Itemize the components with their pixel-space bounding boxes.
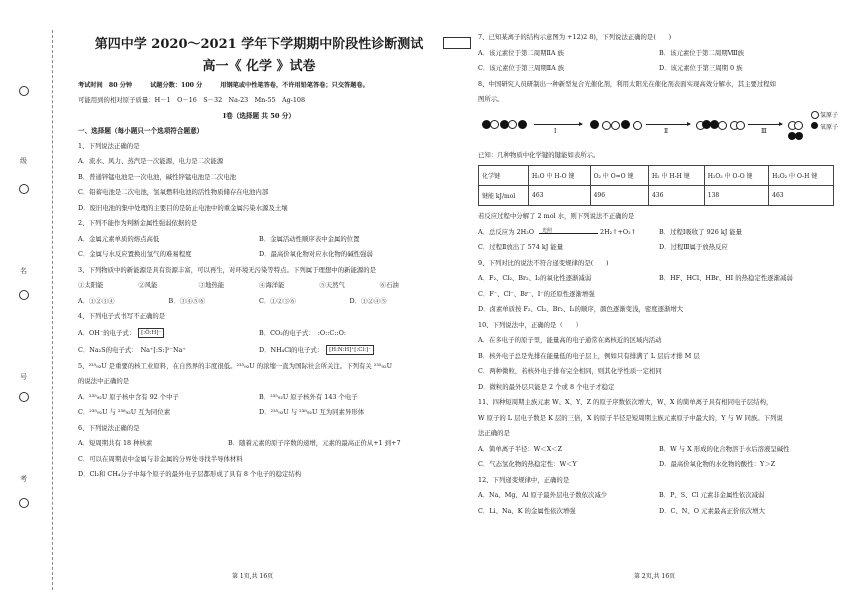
binding-char-1: 级	[20, 157, 27, 165]
question-5-cont: 的说法中正确的是	[78, 377, 130, 385]
exam-time: 考试时间 80 分钟	[78, 82, 133, 89]
bond-energy-table	[478, 165, 834, 206]
q8-options-row	[478, 240, 840, 256]
question-2: 2、下列不能作为判断金属性强弱依据的是	[78, 219, 198, 227]
step-label-2: Ⅱ	[664, 127, 669, 135]
q4-options-row	[78, 325, 440, 342]
step-arrow	[646, 124, 690, 125]
q11-option-c: C．气态氢化物的热稳定性：W＜Y	[478, 460, 577, 468]
q6-option-c: C．可以在周期表中金属与非金属的分界处寻找半导体材料	[78, 454, 243, 463]
page-marker-box	[443, 37, 471, 49]
q10-option-c: C．两种微粒，若核外电子排布完全相同，则其化学性质一定相同	[478, 367, 662, 375]
hydrogen-atom	[633, 121, 642, 130]
q2-option-b: B．金属活动性顺序表中金属的位置	[259, 234, 360, 243]
binding-char-3: 号	[20, 373, 27, 381]
hydrogen-atom	[718, 121, 727, 130]
q7-option-d: D．该元素位于第三周期 0 族	[659, 64, 743, 72]
q4-option-b-label: B．CO₂的电子式：	[259, 328, 315, 337]
q7-option-a: A．该元素位于第二周期ⅡA 族	[478, 48, 564, 57]
step-arrow	[534, 124, 582, 125]
oxygen-atom	[590, 120, 599, 129]
q6-option-a: A．短周期共有 18 种核素	[78, 439, 153, 447]
q11-option-b: B．W 与 X 形成的化合物溶于水后溶液呈碱性	[659, 444, 790, 453]
q9-option-c: C．F⁻、Cl⁻、Br⁻、I⁻的还原性逐渐增强	[478, 289, 595, 298]
q5-options-row	[78, 390, 440, 406]
q8-option-d: D．过程Ⅲ属于放热反应	[659, 243, 728, 251]
q6-option-b: B．随着元素的原子序数的递增，元素的最高正价从+1 到+7	[228, 439, 401, 447]
water-splitting-diagram	[478, 108, 840, 148]
q1-option-d: D．废旧电池的集中处理的主要目的是防止电池中的重金属污染水源及土壤	[78, 203, 288, 212]
q9-option-b: B．HF、HCl、HBr、HI 的热稳定性逐渐减弱	[659, 274, 793, 282]
question-4: 4、下列电子式书写不正确的是	[78, 312, 166, 320]
q4-option-d-formula: [H:N:H]⁺[:Cl:]⁻	[326, 345, 374, 355]
right-page	[478, 30, 840, 519]
question-11-cont: W 原子的 L 层电子数是 K 层的三倍，X 的原子半径是短周期主族元素原子中最大的，Y 与 W 同族。下列说	[478, 413, 783, 422]
q4-option-c	[78, 342, 259, 359]
hydrogen-atom	[490, 120, 499, 129]
exam-score: 试题分数：100 分	[150, 82, 203, 89]
q4-option-c-label: C．Na₂S的电子式：	[78, 345, 138, 354]
binding-char-2: 名	[20, 267, 27, 275]
q12-option-d: D．C、N、O 元素最高正价依次增大	[659, 506, 765, 515]
table-header-cell: H₂O₂ 中 O-H 键	[769, 166, 834, 186]
reaction-condition: 光照	[542, 228, 553, 235]
question-3: 3、下列物质中的新能源是具有资源丰富，可以再生，对环境无污染等特点。下列属于理想中的新能源的是	[78, 265, 377, 274]
q2-option-a: A．金属元素单质的熔点高低	[78, 234, 160, 243]
q5-options-row	[78, 405, 440, 421]
table-row	[479, 186, 834, 206]
binding-line	[52, 30, 53, 590]
table-header-cell: H₂O 中 H-O 键	[529, 166, 591, 186]
table-header-cell: H₂O₂ 中 O-O 键	[704, 166, 768, 186]
table-header-cell: H₂ 中 H-H 键	[648, 166, 704, 186]
q3-options	[78, 294, 440, 310]
oxygen-atom	[795, 132, 803, 140]
step-label-1: Ⅰ	[554, 127, 557, 135]
q1-option-b: B．普通锌锰电池是一次电池，碱性锌锰电池是二次电池	[78, 172, 237, 181]
q3-items	[78, 278, 440, 294]
q8-option-b: B．过程Ⅰ吸收了 926 kJ 能量	[659, 227, 743, 236]
binding-char-4: 考	[20, 475, 27, 483]
bond-table-intro: 已知：几种物质中化学键的键能如表所示。	[478, 150, 600, 159]
q7-options-row	[478, 61, 840, 77]
question-10: 10、下列说法中，正确的是（ ）	[478, 320, 582, 329]
q4-option-a	[78, 325, 259, 342]
hydrogen-atom	[508, 120, 517, 129]
q2-options-row	[78, 232, 440, 248]
q1-option-a: A．流水、风力、蒸汽是一次能源，电力是二次能源	[78, 157, 224, 165]
q11-option-d: D．最高价氧化物的水化物的酸性：Y＞Z	[659, 460, 776, 468]
legend-oxygen-icon	[811, 122, 818, 129]
q4-option-b	[259, 325, 440, 342]
left-page-footer: 第 1页,共 16页	[232, 573, 274, 580]
q12-options-row	[478, 488, 840, 504]
q3-item: ①太阳能	[78, 281, 104, 289]
hydrogen-atom	[736, 121, 745, 130]
q12-option-b: B．P、S、Cl 元素非金属性依次减弱	[659, 491, 765, 499]
question-11-cont: 法正确的是	[478, 429, 510, 437]
q12-option-a: A．Na、Mg、Al 原子最外层电子数依次减少	[478, 491, 608, 499]
atomic-masses: 可能用到的相对原子质量：H－1 O－16 S－32 Na-23 Mn-55 Ag-108	[78, 96, 306, 104]
q7-option-c: C．该元素位于第三周期ⅡA 族	[478, 64, 565, 72]
q3-item: ⑥石油	[379, 281, 399, 289]
q6-options-row	[78, 436, 440, 452]
question-1: 1、下列说法正确的是	[78, 141, 140, 150]
q6-option-d: D．Cl₂和 CH₄分子中每个原子的最外电子层都形成了具有 8 个电子的稳定结构	[78, 470, 302, 478]
q3-option-c: C．①②③⑥	[259, 296, 296, 305]
q5-option-a: A．²³⁵₉₂U 原子核中含有 92 个中子	[78, 392, 179, 401]
legend-hydrogen-icon	[811, 111, 819, 119]
q8-option-a	[478, 225, 659, 241]
legend-oxygen-label: 氧原子	[820, 123, 839, 131]
table-header-cell: O₂ 中 O=O 键	[590, 166, 648, 186]
q11-options-row	[478, 442, 840, 458]
q8-option-c: C．过程Ⅱ放出了 574 kJ 能量	[478, 243, 564, 251]
binding-hole	[19, 498, 29, 508]
exam-info	[78, 78, 440, 93]
q3-option-b: B．③④⑤⑥	[168, 296, 206, 305]
q5-option-b: B．²³⁵₉₂U 原子核外有 143 个电子	[259, 392, 358, 401]
q4-option-c-formula: Na⁺[:S:]²⁻Na⁺	[140, 345, 186, 354]
q11-option-a: A．简单离子半径：W＜X＜Z	[478, 444, 563, 453]
question-9: 9、下列对比的说法不符合递变规律的是( )	[478, 258, 609, 267]
q2-option-d: D．最高价氧化物对应水化物的碱性强弱	[259, 250, 373, 258]
q4-option-b-formula: :O::C::O:	[317, 328, 347, 337]
hydrogen-atom	[611, 121, 620, 130]
q4-option-d-label: D．NH₄Cl的电子式：	[259, 345, 324, 354]
oxygen-atom	[621, 120, 630, 129]
table-cell: 键能 kJ/mol	[479, 186, 529, 206]
q1-option-c: C．铅蓄电池是二次电池，氢氧燃料电池的活性物质储存在电池内部	[78, 188, 269, 196]
q3-option-a: A．①②③④	[78, 296, 115, 305]
exam-subtitle: 高一《 化学 》试卷	[202, 59, 316, 74]
right-page-footer: 第 2页,共 16页	[634, 573, 676, 580]
q8-option-a-rhs: 2H₂↑+O₂↑	[600, 227, 637, 236]
q9-option-a: A．F₂、Cl₂、Br₂、I₂的氧化性逐渐减弱	[478, 274, 592, 282]
table-cell: 436	[648, 186, 704, 206]
legend-hydrogen-label: 氢原子	[820, 111, 839, 119]
q8-option-a-lhs: A．总反应为 2H₂O	[478, 227, 535, 236]
hydrogen-atom	[794, 121, 803, 130]
q3-option-d: D．①②④⑤	[349, 296, 387, 305]
q9-options-row	[478, 271, 840, 287]
q8-note: 若反应过程中分解了 2 mol 水，则下列说法不正确的是	[478, 212, 635, 220]
q2-options-row	[78, 247, 440, 263]
question-5: 5、²³⁵₉₂U 是重要的核工业原料，在自然界的丰度很低。²³⁵₉₂U 的浓缩一直为国际社会所关注。下列有关 ²³⁵₉₂U	[78, 361, 392, 370]
q2-option-c: C．金属与水反应置换出氢气的难易程度	[78, 250, 192, 258]
q3-item: ⑤天然气	[319, 281, 345, 289]
binding-hole	[19, 184, 29, 194]
question-12: 12、下列递变规律中，正确的是	[478, 475, 570, 484]
q7-options-row	[478, 46, 840, 62]
binding-hole	[19, 290, 29, 300]
q4-option-a-label: A．OH⁻的电子式：	[78, 328, 136, 337]
q12-option-c: C．Li、Na、K 的金属性依次增强	[478, 506, 576, 515]
hydrogen-atom	[602, 121, 611, 130]
step-label-3: Ⅲ	[761, 127, 767, 135]
section-heading: Ⅰ卷（选择题 共 50 分）	[223, 111, 295, 120]
q3-item: ④海洋能	[258, 281, 285, 289]
binding-hole	[19, 392, 29, 402]
q10-option-b: B．核外电子总是先排在能量低的电子层上，例如只有排满了 L 层后才排 M 层	[478, 351, 700, 360]
question-11: 11、四种短周期主族元素 W、X、Y、Z 的原子序数依次增大，W、X 的简单离子具有相同电子层结构，	[478, 398, 773, 406]
table-cell: 496	[590, 186, 648, 206]
table-cell: 463	[529, 186, 591, 206]
table-cell: 138	[704, 186, 768, 206]
q11-options-row	[478, 457, 840, 473]
left-page	[78, 30, 440, 483]
question-7: 7、已知某离子的结构示意图为 +12)2 8)，下列说法正确的是( )	[478, 33, 672, 41]
q10-option-a: A．在多电子的原子里，能量高的电子通常在离核近的区域内活动	[478, 336, 662, 344]
table-cell: 463	[769, 186, 834, 206]
question-8: 8、中国研究人员研制出一种新型复合光催化剂，利用太阳光在催化剂表面实现高效分解水，其主要过程如	[478, 79, 777, 88]
question-6: 6、下列说法正确的是	[78, 423, 140, 432]
q9-option-d: D．卤素单质按 F₂、Cl₂、Br₂、I₂的顺序，颜色逐渐变浅，密度逐渐增大	[478, 305, 684, 313]
q4-options-row	[78, 342, 440, 359]
q4-option-d	[259, 342, 440, 359]
reaction-arrow	[539, 228, 598, 236]
exam-rule: 用钢笔或中性笔答卷，不许用铅笔答卷；只交答题卷。	[220, 82, 369, 89]
table-header-row	[479, 166, 834, 186]
q5-option-c: C．²³⁵₉₂U 与 ²³⁸₉₂U 互为同位素	[78, 408, 171, 416]
binding-margin	[0, 0, 62, 608]
question-8-cont: 图所示。	[478, 95, 504, 103]
step-arrow	[748, 124, 782, 125]
q5-option-d: D．²³⁵₉₂U 与 ²³⁸₉₂U 互为同素异形体	[259, 408, 365, 416]
q3-item: ③地热能	[198, 281, 225, 289]
q3-item: ②风能	[138, 281, 158, 289]
q12-options-row	[478, 504, 840, 520]
oxygen-atom	[518, 120, 527, 129]
q4-option-a-formula: [:Ö:H]⁻	[138, 328, 164, 338]
part-heading: 一、选择题（每小题只一个选项符合题意）	[78, 126, 204, 135]
q10-option-d: D．微粒的最外层只能是 2 个或 8 个电子才稳定	[478, 382, 615, 391]
table-header-cell: 化学键	[479, 166, 529, 186]
q7-option-b: B．该元素位于第二周期Ⅷ族	[659, 48, 745, 57]
exam-title: 第四中学 2020～2021 学年下学期期中阶段性诊断测试	[94, 37, 424, 52]
binding-hole	[19, 86, 29, 96]
q8-options-row	[478, 225, 840, 241]
